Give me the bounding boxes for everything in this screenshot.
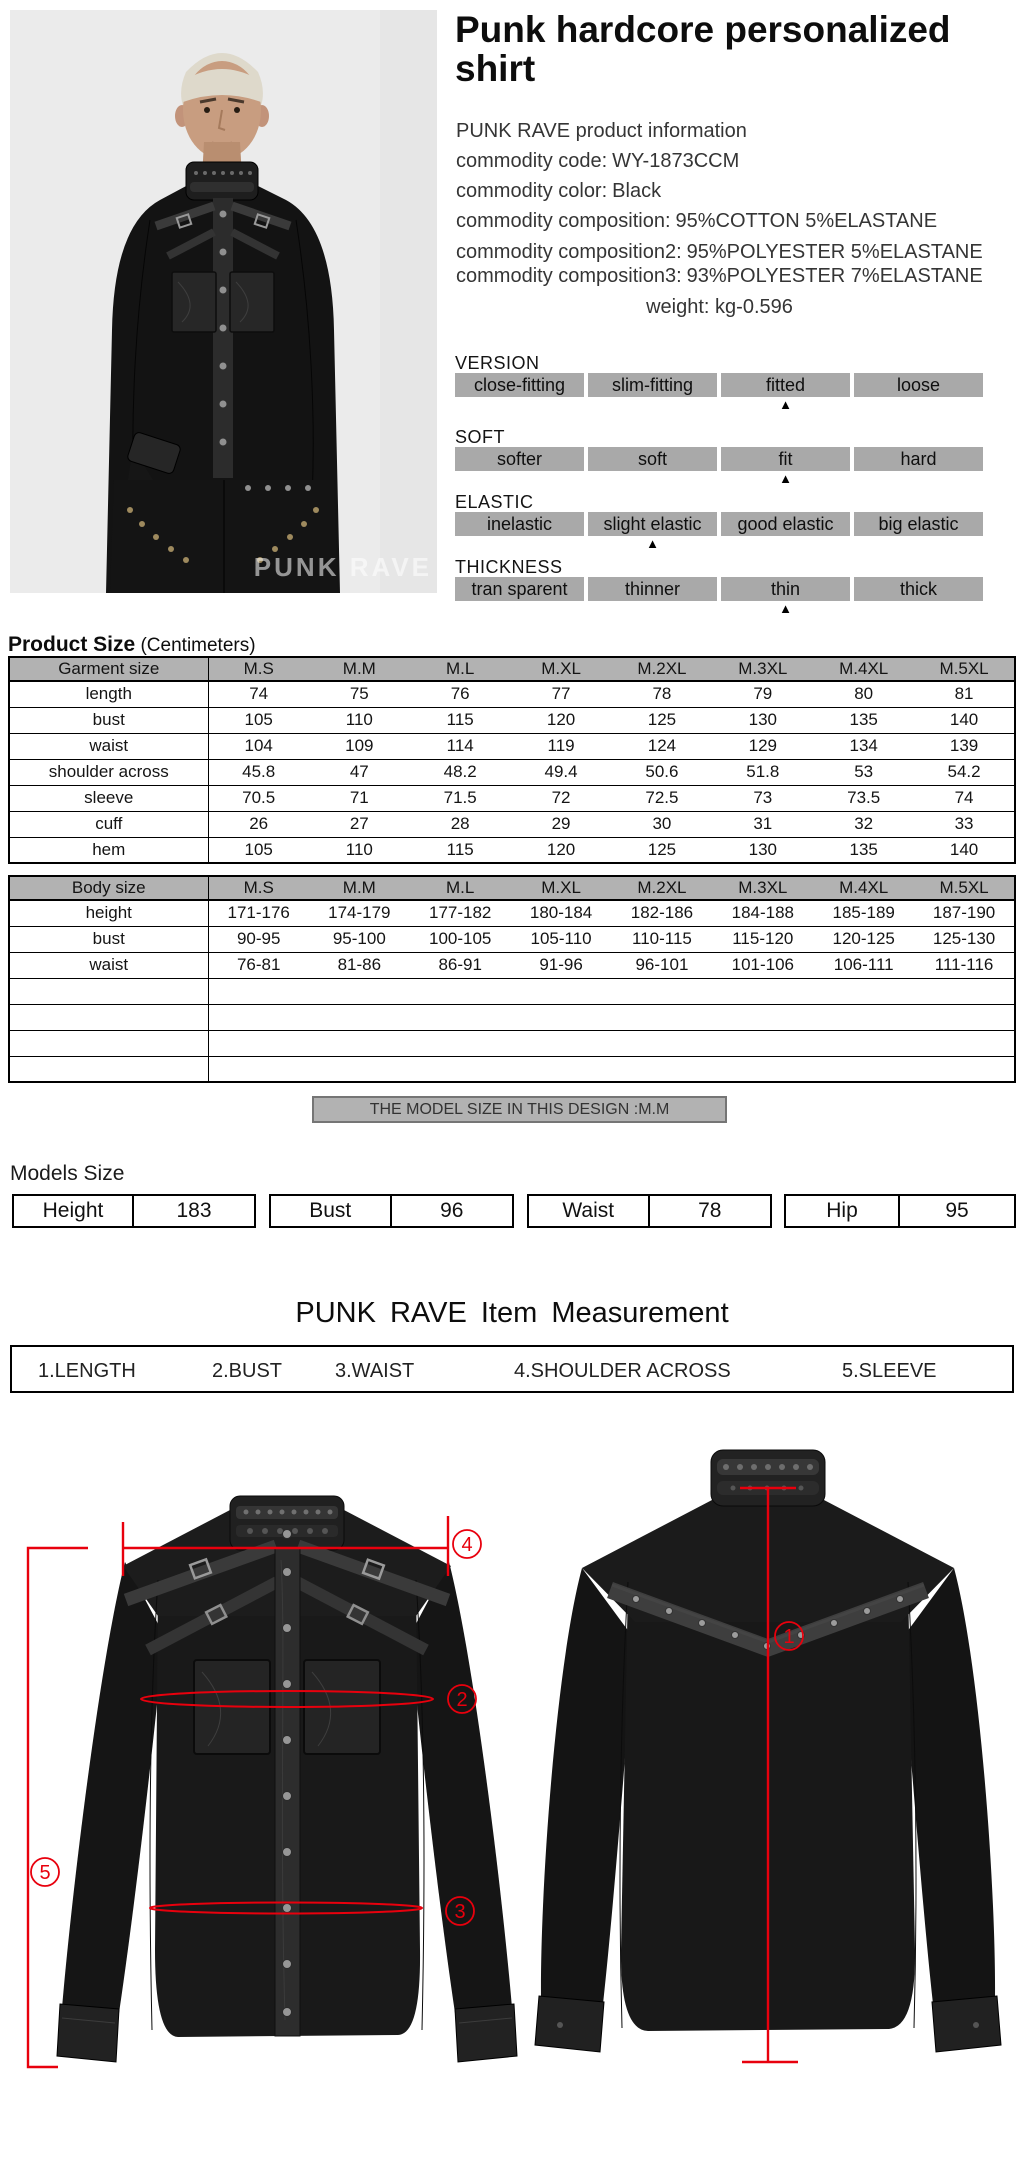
table-row <box>9 1056 1015 1082</box>
cell: 134 <box>813 733 914 759</box>
legend-shoulder: 4.SHOULDER ACROSS <box>514 1360 731 1382</box>
option-cell-wrap <box>455 577 584 601</box>
option-cell-wrap <box>455 373 584 397</box>
cell: 129 <box>712 733 813 759</box>
cell: 30 <box>612 811 713 837</box>
cell <box>813 978 914 1004</box>
cell <box>410 978 511 1004</box>
option-cell-wrap <box>854 577 983 601</box>
attr-options-elastic <box>455 512 1000 551</box>
cell: 27 <box>309 811 410 837</box>
cell <box>612 1030 713 1056</box>
option-cell-close-fitting: close-fitting <box>455 373 584 397</box>
option-cell-good-elastic: good elastic <box>721 512 850 536</box>
attr-title-elastic: ELASTIC <box>455 492 534 512</box>
option-cell-wrap <box>854 373 983 397</box>
cell: 33 <box>914 811 1015 837</box>
option-cell-wrap <box>854 447 983 471</box>
mark-waist: 3 <box>454 1901 466 1923</box>
attr-options-thickness <box>455 577 1000 616</box>
cell <box>612 1004 713 1030</box>
cell: 76-81 <box>208 952 309 978</box>
row-label: waist <box>9 733 208 759</box>
table-row <box>9 900 1015 926</box>
body-size-table <box>8 875 1016 1083</box>
front-shirt-image <box>57 1496 517 2062</box>
option-cell-inelastic: inelastic <box>455 512 584 536</box>
cell <box>712 1004 813 1030</box>
mark-sleeve: 5 <box>39 1862 51 1884</box>
row-label <box>9 1056 208 1082</box>
cell: 110 <box>345 839 373 859</box>
column-header: M.S <box>208 657 309 681</box>
option-cell-slight-elastic: slight elastic <box>588 512 717 536</box>
column-header: M.3XL <box>712 876 813 900</box>
cell <box>712 1056 813 1082</box>
attr-title-thickness: THICKNESS <box>455 557 563 577</box>
option-cell-loose: loose <box>854 373 983 397</box>
column-header: M.5XL <box>914 876 1015 900</box>
cell: 71 <box>309 785 410 811</box>
legend-bust: 2.BUST <box>212 1360 283 1382</box>
models-size-box-waist: Waist 78 <box>527 1194 772 1228</box>
option-cell-wrap <box>455 512 584 536</box>
row-label: length <box>9 681 208 707</box>
cell: 187-190 <box>914 900 1015 926</box>
info-line-composition3: commodity composition3: 93%POLYESTER 7%ELASTANE <box>456 265 983 287</box>
mark-bust: 2 <box>456 1689 468 1711</box>
cell: 120-125 <box>813 926 914 952</box>
option-cell-thin: thin <box>721 577 850 601</box>
cell <box>309 1056 410 1082</box>
option-cell-wrap <box>588 447 717 471</box>
row-label: sleeve <box>9 785 208 811</box>
cell: 48.2 <box>410 759 511 785</box>
cell: 130 <box>748 839 777 859</box>
column-header: M.S <box>208 876 309 900</box>
row-label: cuff <box>9 811 208 837</box>
selected-arrow-icon: ▲ <box>779 397 792 412</box>
attr-options-version <box>455 373 1000 412</box>
cell <box>813 1056 914 1082</box>
column-header: M.XL <box>511 657 612 681</box>
cell: 86-91 <box>410 952 511 978</box>
cell <box>914 1056 1015 1082</box>
cell: 79 <box>712 681 813 707</box>
cell: 174-179 <box>309 900 410 926</box>
info-line-composition: commodity composition: 95%COTTON 5%ELASTANE <box>456 210 938 232</box>
cell <box>208 978 309 1004</box>
models-size-box-height: Height 183 <box>12 1194 256 1228</box>
option-cell-wrap <box>721 577 850 616</box>
header-row <box>9 657 1015 681</box>
punk-rave-watermark: PUNK RAVE <box>253 552 432 582</box>
cell: 171-176 <box>208 900 309 926</box>
column-header: M.L <box>410 876 511 900</box>
option-cell-soft: soft <box>588 447 717 471</box>
attr-section-thickness <box>455 557 1000 616</box>
cell: 95-100 <box>309 926 410 952</box>
legend-waist: 3.WAIST <box>335 1360 415 1382</box>
cell <box>813 1030 914 1056</box>
cell: 45.8 <box>208 759 309 785</box>
column-header: M.5XL <box>914 657 1015 681</box>
cell: 100-105 <box>410 926 511 952</box>
cell: 130 <box>712 707 813 733</box>
option-cell-wrap <box>721 512 850 536</box>
info-line-weight: weight: kg-0.596 <box>646 296 793 318</box>
row-label: bust <box>9 926 208 952</box>
cell: 110 <box>309 707 410 733</box>
option-cell-fitted: fitted <box>721 373 850 397</box>
cell: 49.4 <box>511 759 612 785</box>
cell: 104 <box>208 733 309 759</box>
row-label <box>9 978 208 1004</box>
option-cell-hard: hard <box>854 447 983 471</box>
selected-arrow-icon: ▲ <box>779 471 792 486</box>
cell: 81-86 <box>309 952 410 978</box>
cell <box>914 1004 1015 1030</box>
column-header: M.4XL <box>813 657 914 681</box>
cell <box>309 1004 410 1030</box>
cell: 115 <box>446 839 474 859</box>
cell <box>612 1056 713 1082</box>
size-section-title: Product Size (Centimeters) <box>8 633 256 656</box>
cell: 76 <box>410 681 511 707</box>
option-cell-wrap <box>721 373 850 412</box>
cell: 124 <box>612 733 713 759</box>
cell: 77 <box>511 681 612 707</box>
cell: 140 <box>949 839 979 859</box>
cell: 105 <box>244 839 273 859</box>
models-size-box-bust: Bust 96 <box>269 1194 514 1228</box>
option-cell-wrap <box>588 577 717 601</box>
cell: 29 <box>511 811 612 837</box>
column-header: Body size <box>9 876 208 900</box>
cell <box>914 978 1015 1004</box>
cell: 125-130 <box>914 926 1015 952</box>
table-row <box>9 785 1015 811</box>
cell <box>612 978 713 1004</box>
option-cell-wrap <box>588 512 717 551</box>
cell <box>410 1030 511 1056</box>
option-cell-wrap <box>588 373 717 397</box>
row-label <box>9 1004 208 1030</box>
row-label: bust <box>9 707 208 733</box>
measurement-legend-box <box>10 1345 1014 1393</box>
cell: 115-120 <box>712 926 813 952</box>
cell <box>208 1004 309 1030</box>
column-header: M.2XL <box>612 657 713 681</box>
cell: 91-96 <box>511 952 612 978</box>
cell: 90-95 <box>208 926 309 952</box>
attr-section-version <box>455 353 1000 412</box>
option-cell-wrap <box>854 512 983 536</box>
cell <box>712 1030 813 1056</box>
attr-section-soft <box>455 427 1000 486</box>
model-illustration <box>10 10 437 593</box>
column-header: M.M <box>309 657 410 681</box>
cell: 111-116 <box>914 952 1015 978</box>
option-cell-wrap <box>721 447 850 486</box>
cell <box>511 978 612 1004</box>
cell: 72.5 <box>612 785 713 811</box>
option-cell-slim-fitting: slim-fitting <box>588 373 717 397</box>
model-size-banner: THE MODEL SIZE IN THIS DESIGN :M.M <box>312 1096 727 1123</box>
legend-length: 1.LENGTH <box>38 1360 136 1382</box>
cell: 74 <box>208 681 309 707</box>
cell <box>208 1030 309 1056</box>
model-photo <box>10 10 437 593</box>
cell: 139 <box>914 733 1015 759</box>
attr-title-soft: SOFT <box>455 427 505 447</box>
cell <box>309 978 410 1004</box>
cell: 73 <box>712 785 813 811</box>
row-label: height <box>9 900 208 926</box>
models-size-box-hip: Hip 95 <box>784 1194 1016 1228</box>
cell: 75 <box>309 681 410 707</box>
cell <box>410 1004 511 1030</box>
option-cell-tran-sparent: tran sparent <box>455 577 584 601</box>
attr-title-version: VERSION <box>455 353 540 373</box>
cell: 182-186 <box>612 900 713 926</box>
header-row <box>9 876 1015 900</box>
cell: 115 <box>410 707 511 733</box>
cell: 125 <box>647 839 677 859</box>
cell: 184-188 <box>712 900 813 926</box>
table-row <box>9 926 1015 952</box>
mark-shoulder: 4 <box>461 1534 473 1556</box>
cell: 135 <box>813 707 914 733</box>
cell: 114 <box>410 733 511 759</box>
cell: 71.5 <box>410 785 511 811</box>
column-header: M.4XL <box>813 876 914 900</box>
cell <box>511 1004 612 1030</box>
option-cell-thinner: thinner <box>588 577 717 601</box>
cell: 32 <box>813 811 914 837</box>
measurement-title: PUNK RAVE Item Measurement <box>295 1297 729 1329</box>
row-label: waist <box>9 952 208 978</box>
option-cell-thick: thick <box>854 577 983 601</box>
cell: 47 <box>309 759 410 785</box>
cell: 26 <box>208 811 309 837</box>
cell: 106-111 <box>813 952 914 978</box>
cell: 73.5 <box>813 785 914 811</box>
attr-section-elastic <box>455 492 1000 551</box>
cell <box>914 1030 1015 1056</box>
measurement-diagram <box>0 1430 1024 2176</box>
garment-size-table <box>8 656 1016 864</box>
selected-arrow-icon: ▲ <box>646 536 659 551</box>
cell: 31 <box>712 811 813 837</box>
cell: 70.5 <box>208 785 309 811</box>
cell <box>813 1004 914 1030</box>
cell: 78 <box>612 681 713 707</box>
table-row <box>9 952 1015 978</box>
cell <box>410 1056 511 1082</box>
column-header: M.3XL <box>712 657 813 681</box>
cell <box>208 1056 309 1082</box>
mark-length: 1 <box>783 1626 795 1648</box>
cell: 72 <box>511 785 612 811</box>
info-heading: PUNK RAVE product information <box>456 120 747 142</box>
cell: 54.2 <box>914 759 1015 785</box>
column-header: M.XL <box>511 876 612 900</box>
cell: 110-115 <box>612 926 713 952</box>
option-cell-big-elastic: big elastic <box>854 512 983 536</box>
cell: 50.6 <box>612 759 713 785</box>
option-cell-softer: softer <box>455 447 584 471</box>
cell: 109 <box>309 733 410 759</box>
page-title: Punk hardcore personalized shirt <box>455 9 951 89</box>
row-label: shoulder across <box>9 759 208 785</box>
cell: 105 <box>208 707 309 733</box>
table-row <box>9 707 1015 733</box>
table-row <box>9 759 1015 785</box>
cell: 140 <box>914 707 1015 733</box>
cell: 120 <box>511 707 612 733</box>
table-row <box>9 837 1015 863</box>
cell: 51.8 <box>712 759 813 785</box>
cell: 28 <box>410 811 511 837</box>
info-line-color: commodity color: Black <box>456 180 662 202</box>
column-header: M.M <box>309 876 410 900</box>
table-row <box>9 811 1015 837</box>
legend-sleeve: 5.SLEEVE <box>842 1360 937 1382</box>
cell: 177-182 <box>410 900 511 926</box>
cell <box>712 978 813 1004</box>
cell <box>511 1056 612 1082</box>
models-size-title: Models Size <box>10 1162 125 1185</box>
cell <box>309 1030 410 1056</box>
cell: 96-101 <box>612 952 713 978</box>
row-label: hem <box>9 837 208 863</box>
cell: 185-189 <box>813 900 914 926</box>
cell: 180-184 <box>511 900 612 926</box>
cell: 135 <box>849 839 878 859</box>
info-line-code: commodity code: WY-1873CCM <box>456 150 740 172</box>
table-row <box>9 681 1015 707</box>
cell: 120 <box>546 839 576 859</box>
column-header: M.2XL <box>612 876 713 900</box>
option-cell-fit: fit <box>721 447 850 471</box>
cell: 81 <box>914 681 1015 707</box>
table-row <box>9 1004 1015 1030</box>
table-row <box>9 1030 1015 1056</box>
selected-arrow-icon: ▲ <box>779 601 792 616</box>
cell <box>511 1030 612 1056</box>
cell: 80 <box>813 681 914 707</box>
row-label <box>9 1030 208 1056</box>
cell: 119 <box>511 733 612 759</box>
info-line-composition2: commodity composition2: 95%POLYESTER 5%ELASTANE <box>456 241 983 263</box>
cell: 101-106 <box>712 952 813 978</box>
table-row <box>9 733 1015 759</box>
cell: 53 <box>813 759 914 785</box>
option-cell-wrap <box>455 447 584 471</box>
table-row <box>9 978 1015 1004</box>
cell: 125 <box>612 707 713 733</box>
cell: 74 <box>914 785 1015 811</box>
column-header: M.L <box>410 657 511 681</box>
column-header: Garment size <box>9 657 208 681</box>
attr-options-soft <box>455 447 1000 486</box>
cell: 105-110 <box>511 926 612 952</box>
